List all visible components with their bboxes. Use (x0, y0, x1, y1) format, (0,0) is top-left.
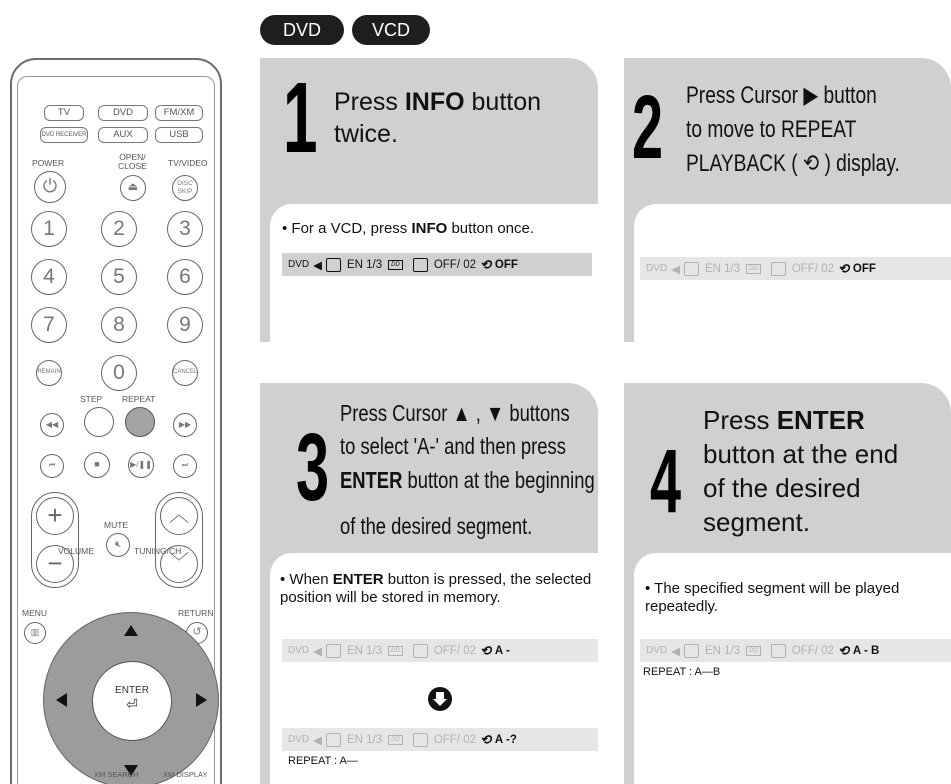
step-4-title-line-1: Press ENTER (703, 405, 865, 435)
step-3-title-line-1: Press Cursor ▲ , ▼ buttons (340, 400, 570, 426)
cancel-button[interactable]: CANCEL (172, 360, 198, 386)
angle-icon (684, 644, 699, 658)
step-2-title-line-2: to move to REPEAT (686, 116, 857, 143)
mute-icon: 🔇︎ (114, 539, 122, 550)
dvd-badge: DVD (260, 15, 344, 45)
cursor-left-icon: ◀ (313, 259, 322, 272)
skip-back-icon: ⏮ (48, 462, 56, 469)
play-pause-icon: ▶/❚❚ (130, 460, 152, 469)
aux-button[interactable]: AUX (98, 127, 148, 143)
step-4-number: 4 (650, 432, 682, 532)
open-close-button[interactable] (120, 175, 146, 201)
angle-icon (684, 262, 699, 276)
disc-skip-button[interactable]: DISC SKIP (172, 175, 198, 201)
step-3-title-line-4: of the desired segment. (340, 513, 533, 539)
tuning-rocker (155, 492, 203, 588)
subtitle-icon (771, 644, 786, 658)
step-1-osd: DVD ◀ EN 1/3 DD OFF/ 02 ⟲ OFF (282, 253, 592, 276)
navigation-pad[interactable] (43, 612, 219, 784)
digit-0-button[interactable]: 0 (101, 355, 137, 391)
step-2-number: 2 (632, 78, 664, 178)
open-close-label: OPEN/ CLOSE (118, 152, 147, 171)
chevron-down-icon: ﹀ (169, 552, 189, 574)
step-4-title-line-3: of the desired (703, 473, 861, 503)
step-label: STEP (80, 394, 103, 404)
mute-button[interactable] (106, 533, 130, 557)
subtitle-icon (413, 258, 428, 272)
step-button[interactable] (84, 407, 114, 437)
step-3-number: 3 (296, 414, 330, 521)
repeat-label: REPEAT (122, 394, 156, 404)
step-3-osd-a: DVD ◀ EN 1/3 DD OFF/ 02 ⟲ A - (282, 639, 598, 662)
step-4-repeat-status: REPEAT : A—B (643, 666, 721, 678)
menu-label: MENU (22, 608, 48, 618)
cursor-left-icon: ◀ (671, 263, 680, 276)
tv-video-label: TV/VIDEO (168, 158, 208, 168)
fast-forward-button[interactable] (173, 413, 197, 437)
usb-button[interactable]: USB (155, 127, 203, 143)
digit-2-button[interactable]: 2 (101, 211, 137, 247)
minus-icon: − (47, 548, 63, 578)
fm-xm-button[interactable]: FM/XM (155, 105, 203, 121)
step-4-title-line-4: segment. (703, 507, 810, 537)
enter-label: ENTER (115, 685, 149, 696)
xm-display-label: XM DISPLAY (163, 770, 208, 779)
step-3-note: • When ENTER button is pressed, the selected position will be stored in memory. (280, 571, 592, 606)
step-3-osd-b: DVD ◀ EN 1/3 DD OFF/ 02 ⟲ A -? (282, 728, 598, 751)
digit-4-button[interactable]: 4 (31, 259, 67, 295)
step-4-osd: DVD ◀ EN 1/3 DD OFF/ 02 ⟲ A - B (640, 639, 951, 662)
digit-9-button[interactable]: 9 (167, 307, 203, 343)
digit-7-button[interactable]: 7 (31, 307, 67, 343)
subtitle-icon (771, 262, 786, 276)
dolby-digital-icon: DD (388, 735, 403, 745)
power-button[interactable] (34, 171, 66, 203)
repeat-button[interactable] (125, 407, 155, 437)
cursor-up-icon[interactable] (124, 625, 138, 636)
angle-icon (326, 644, 341, 658)
step-1-number: 1 (283, 62, 318, 174)
fast-forward-icon: ▶▶ (178, 420, 192, 429)
return-icon: ↺ (192, 626, 202, 638)
volume-rocker (31, 492, 79, 588)
cursor-left-icon: ◀ (671, 645, 680, 658)
menu-icon: ▥ (30, 627, 40, 637)
tuning-up-button[interactable] (160, 497, 198, 535)
subtitle-icon (413, 733, 428, 747)
step-2-title-line-3: PLAYBACK ( ⟲ ) display. (686, 150, 900, 177)
volume-label: VOLUME (58, 546, 94, 556)
eject-icon: ⏏ (127, 181, 139, 193)
stop-icon: ■ (94, 459, 100, 469)
stop-button[interactable] (84, 452, 110, 478)
digit-3-button[interactable]: 3 (167, 211, 203, 247)
digit-1-button[interactable]: 1 (31, 211, 67, 247)
play-pause-button[interactable] (128, 452, 154, 478)
menu-button[interactable] (24, 622, 46, 644)
cursor-right-icon[interactable] (196, 693, 207, 707)
digit-8-button[interactable]: 8 (101, 307, 137, 343)
repeat-icon: ⟲ (480, 256, 491, 272)
step-3-repeat-status: REPEAT : A— (288, 755, 358, 767)
cursor-left-icon: ◀ (313, 734, 322, 747)
dolby-digital-icon: DD (746, 264, 761, 274)
dvd-button[interactable]: DVD (98, 105, 148, 121)
repeat-icon: ⟲ (480, 731, 491, 747)
step-3-title-line-2: to select 'A-' and then press (340, 433, 566, 459)
cursor-left-icon[interactable] (56, 693, 67, 707)
plus-icon: + (47, 500, 63, 530)
skip-forward-icon: ⏭ (181, 462, 189, 469)
dolby-digital-icon: DD (746, 646, 761, 656)
subtitle-icon (413, 644, 428, 658)
step-1-note: • For a VCD, press INFO button once. (282, 220, 535, 237)
angle-icon (326, 258, 341, 272)
enter-button[interactable] (92, 661, 172, 741)
digit-5-button[interactable]: 5 (101, 259, 137, 295)
volume-up-button[interactable] (36, 497, 74, 535)
step-3-title-line-3: ENTER button at the beginning (340, 467, 595, 493)
remain-button[interactable]: REMAIN (36, 360, 62, 386)
return-label: RETURN (178, 608, 214, 618)
mute-label: MUTE (104, 520, 129, 530)
cursor-left-icon: ◀ (313, 645, 322, 658)
step-4-note: • The specified segment will be played repeatedly. (645, 580, 900, 615)
rewind-icon: ◀◀ (45, 420, 59, 429)
xm-search-label: XM SEARCH (94, 770, 139, 779)
repeat-icon: ⟲ (480, 642, 491, 658)
repeat-icon: ⟲ (838, 260, 849, 276)
chevron-up-icon: ︿ (169, 504, 189, 526)
dolby-digital-icon: DD (388, 646, 403, 656)
rewind-button[interactable] (40, 413, 64, 437)
vcd-badge: VCD (352, 15, 430, 45)
angle-icon (326, 733, 341, 747)
tuning-label: TUNING/CH (134, 546, 182, 556)
power-icon: ⏻ (42, 176, 58, 196)
dvd-receiver-button[interactable]: DVD RECEIVER (40, 127, 88, 143)
down-arrow-icon (428, 687, 452, 711)
next-button[interactable] (173, 454, 197, 478)
digit-6-button[interactable]: 6 (167, 259, 203, 295)
enter-icon: ⏎ (126, 696, 138, 712)
power-label: POWER (32, 158, 65, 168)
tv-button[interactable]: TV (44, 105, 84, 121)
step-4-title-line-2: button at the end (703, 439, 899, 469)
step-2-osd: DVD ◀ EN 1/3 DD OFF/ 02 ⟲ OFF (640, 257, 951, 280)
previous-button[interactable] (40, 454, 64, 478)
repeat-icon: ⟲ (838, 642, 849, 658)
dolby-digital-icon: DD (388, 260, 403, 270)
step-1-title: Press INFO button twice. (334, 88, 542, 148)
step-2-title-line-1: Press Cursor ▶ button (686, 82, 877, 109)
